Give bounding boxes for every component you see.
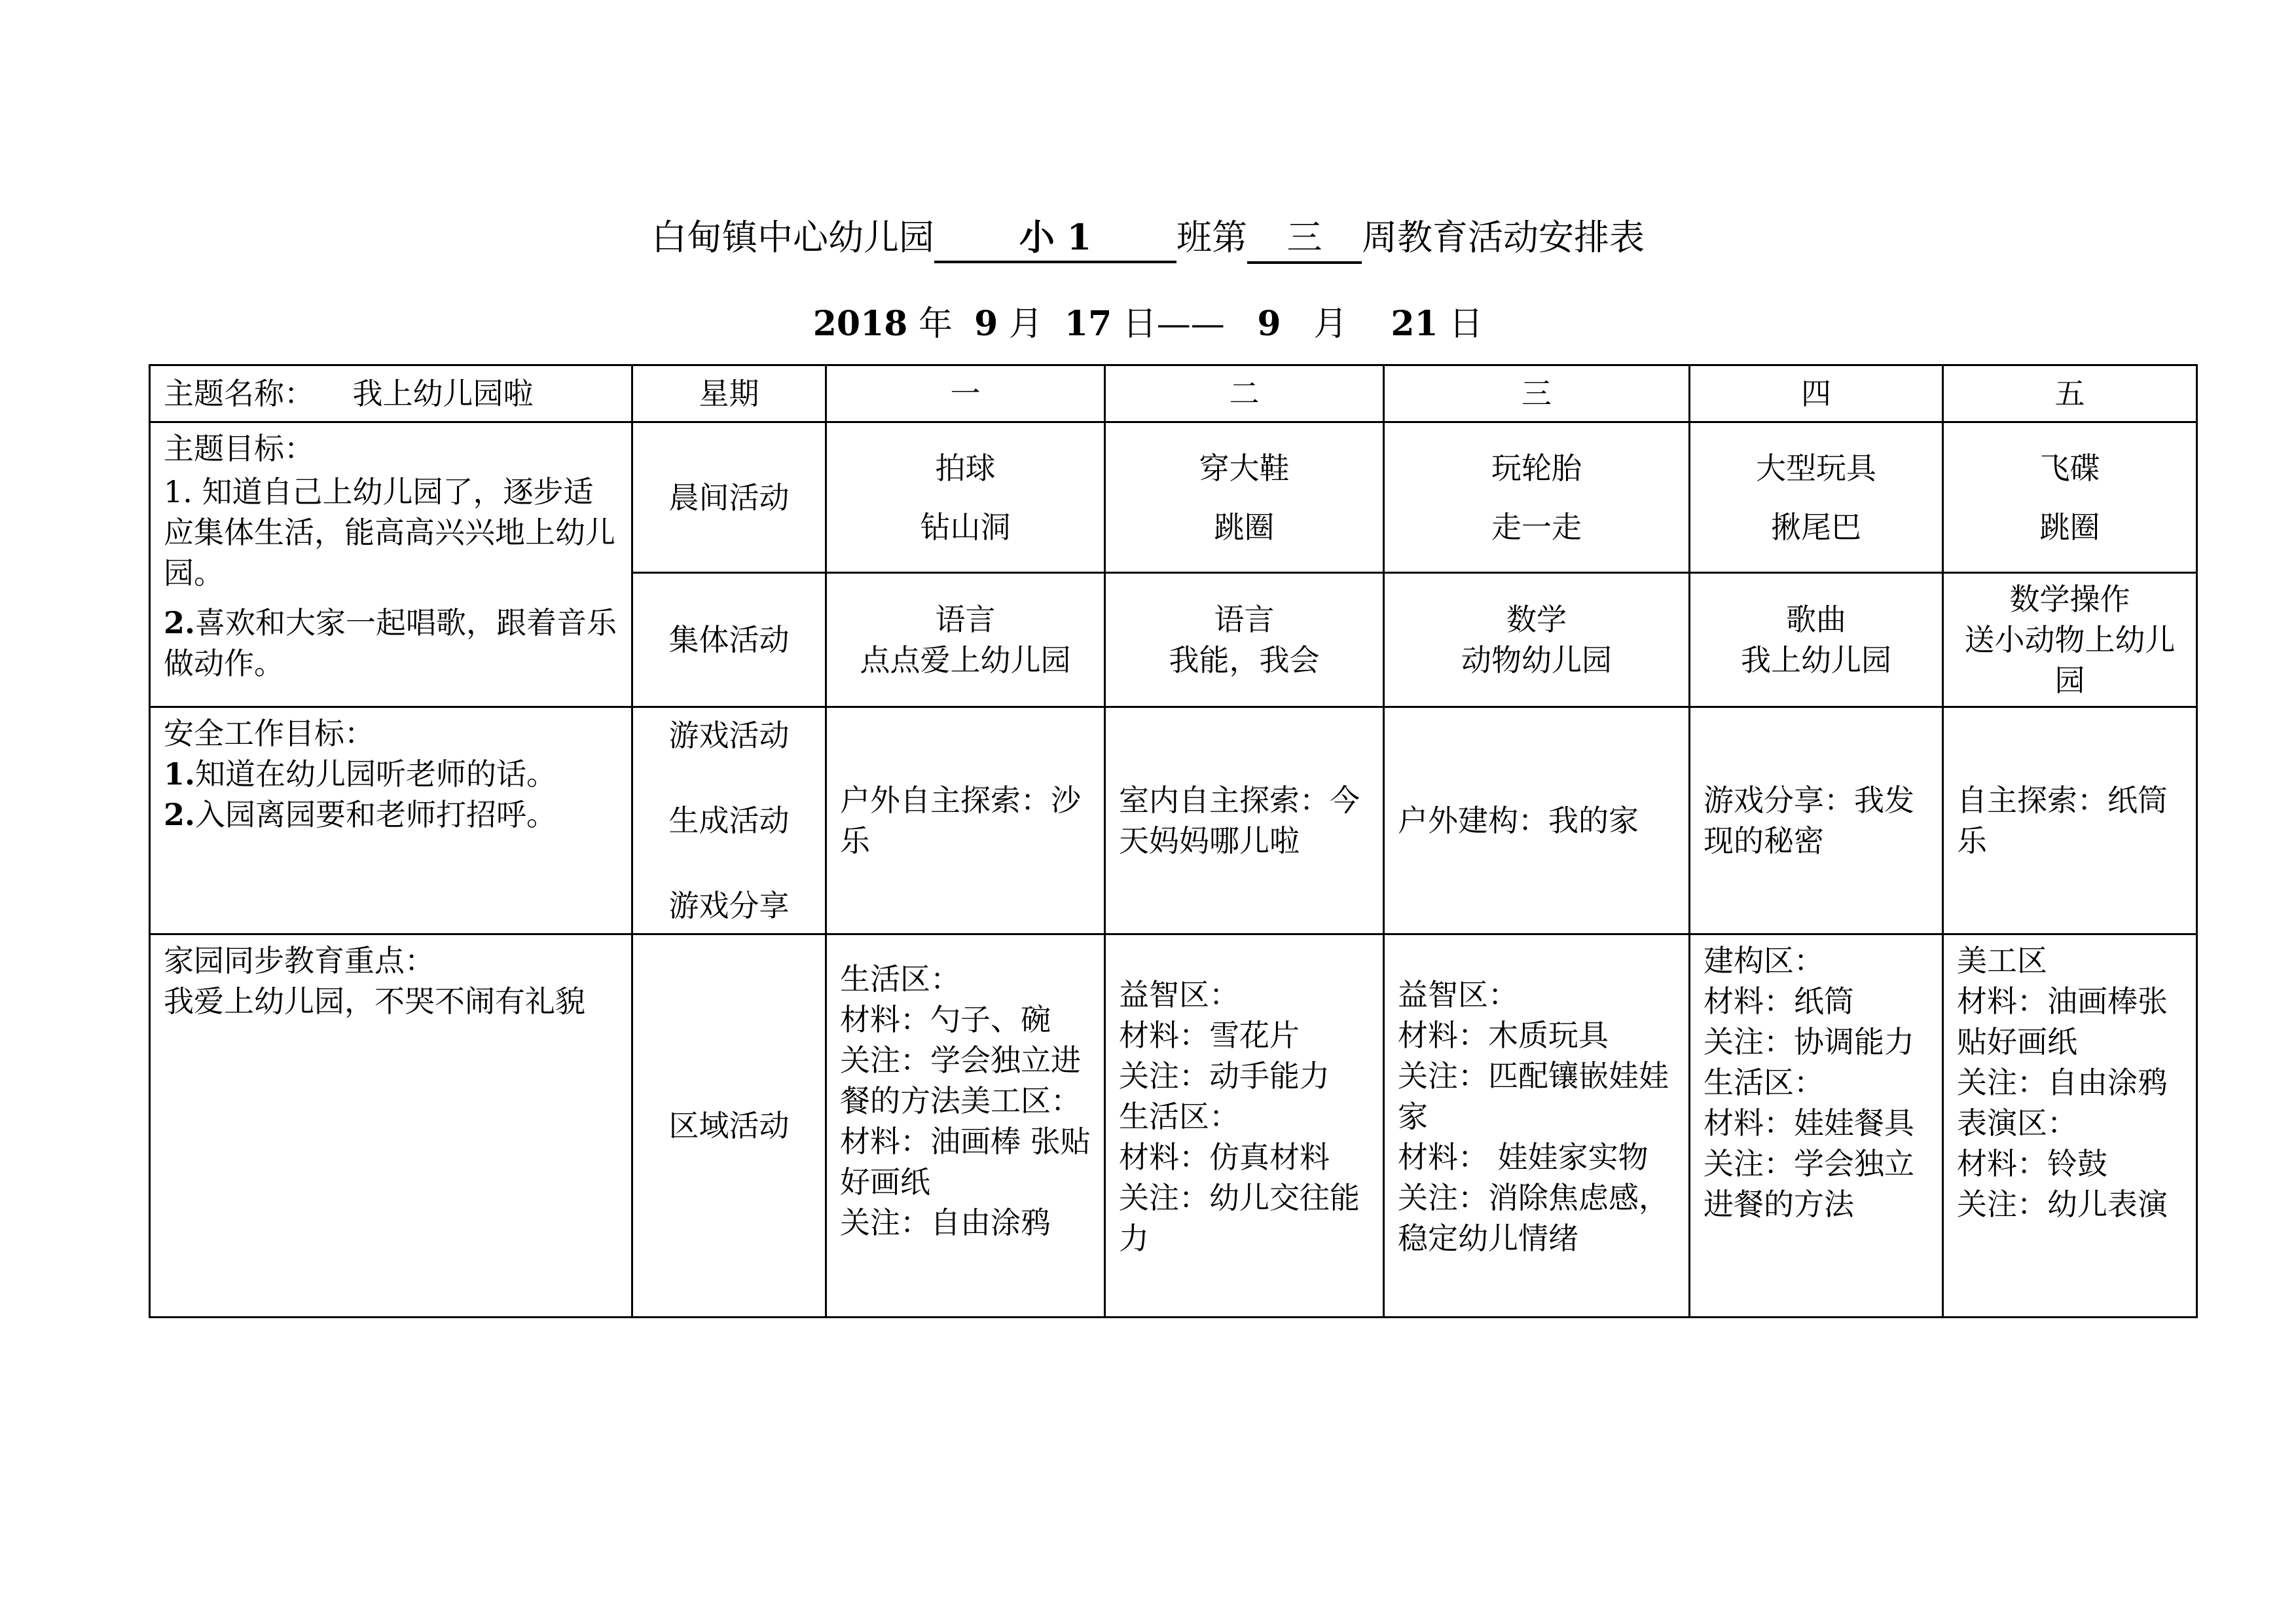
safety-goals-item-1-number: 1. — [164, 756, 196, 792]
group-subject: 歌曲 — [1786, 602, 1846, 637]
morning-activity: 走一走 — [1491, 509, 1582, 545]
day-header-tue: 二 — [1105, 365, 1384, 422]
morning-activity: 揪尾巴 — [1771, 509, 1861, 545]
game-wed: 户外建构：我的家 — [1384, 707, 1690, 934]
area-thu: 建构区： 材料：纸筒 关注：协调能力 生活区： 材料：娃娃餐具 关注：学会独立进餐的方法 — [1690, 934, 1943, 1318]
theme-goals-item-2: 喜欢和大家一起唱歌，跟着音乐做动作。 — [164, 605, 617, 681]
theme-name-value: 我上幼儿园啦 — [352, 376, 534, 411]
morning-activity: 飞碟 — [2039, 450, 2100, 486]
morning-activity: 拍球 — [935, 450, 996, 486]
group-topic: 我上幼儿园 — [1741, 642, 1891, 678]
home-sync-heading: 家园同步教育重点： — [164, 943, 435, 978]
area-label: 区域活动 — [632, 934, 826, 1318]
day-header-fri: 五 — [1943, 365, 2197, 422]
group-subject: 语言 — [1214, 602, 1275, 637]
start-month-unit: 月 — [1008, 304, 1043, 344]
page-title — [0, 208, 2296, 267]
area-fri: 美工区 材料：油画棒张贴好画纸 关注：自由涂鸦 表演区： 材料：铃鼓 关注：幼儿表演 — [1943, 934, 2197, 1318]
morning-activity: 钻山洞 — [920, 509, 1011, 545]
title-suffix: 周教育活动安排表 — [1362, 217, 1645, 258]
morning-activity: 跳圈 — [1214, 509, 1275, 545]
safety-goals-item-1: 知道在幼儿园听老师的话。 — [195, 756, 557, 792]
generated-activity-label: 生成活动 — [668, 803, 790, 838]
safety-goals-item-2: 入园离园要和老师打招呼。 — [195, 797, 557, 832]
group-label: 集体活动 — [632, 573, 826, 707]
morning-mon — [826, 422, 1105, 573]
home-sync-text: 我爱上幼儿园，不哭不闹有礼貌 — [164, 984, 585, 1019]
group-mon — [826, 573, 1105, 707]
group-topic: 送小动物上幼儿园 — [1964, 622, 2176, 698]
group-fri — [1943, 573, 2197, 707]
theme-goals-heading: 主题目标： — [164, 431, 314, 466]
group-wed — [1384, 573, 1690, 707]
class-name: 小 1 — [934, 213, 1176, 263]
morning-tue — [1105, 422, 1384, 573]
area-wed: 益智区： 材料：木质玩具 关注：匹配镶嵌娃娃家 材料： 娃娃家实物 关注：消除焦虑感，稳定幼儿情绪 — [1384, 934, 1690, 1318]
group-subject: 数学操作 — [2009, 581, 2130, 617]
game-row — [150, 707, 2197, 934]
theme-goals-item-1: 1. 知道自己上幼儿园了，逐步适应集体生活，能高高兴兴地上幼儿园。 — [164, 474, 615, 591]
safety-goals-cell — [150, 707, 632, 934]
game-labels-cell — [632, 707, 826, 934]
group-topic: 动物幼儿园 — [1461, 642, 1612, 678]
year: 2018 — [812, 304, 908, 344]
end-day: 21 — [1391, 304, 1438, 344]
game-tue: 室内自主探索：今天妈妈哪儿啦 — [1105, 707, 1384, 934]
theme-goals-cell — [150, 422, 632, 707]
group-subject: 数学 — [1506, 602, 1567, 637]
morning-fri — [1943, 422, 2197, 573]
start-month: 9 — [974, 304, 998, 344]
header-row — [150, 365, 2197, 422]
end-month: 9 — [1257, 304, 1281, 344]
game-mon: 户外自主探索：沙乐 — [826, 707, 1105, 934]
day-header-thu: 四 — [1690, 365, 1943, 422]
safety-goals-item-2-number: 2. — [164, 797, 196, 832]
theme-goals-item-2-number: 2. — [164, 605, 196, 640]
game-thu: 游戏分享：我发现的秘密 — [1690, 707, 1943, 934]
theme-name-label: 主题名称： — [164, 376, 314, 411]
end-month-unit: 月 — [1313, 304, 1348, 344]
title-mid: 班第 — [1176, 217, 1247, 258]
group-tue — [1105, 573, 1384, 707]
start-day-unit: 日—— — [1122, 304, 1225, 344]
group-topic: 我能，我会 — [1169, 642, 1320, 678]
day-header-mon: 一 — [826, 365, 1105, 422]
area-tue: 益智区： 材料：雪花片 关注：动手能力 生活区： 材料：仿真材料 关注：幼儿交往能力 — [1105, 934, 1384, 1318]
safety-goals-heading: 安全工作目标： — [164, 716, 374, 751]
game-sharing-label: 游戏分享 — [668, 888, 790, 923]
morning-thu — [1690, 422, 1943, 573]
game-fri: 自主探索：纸筒乐 — [1943, 707, 2197, 934]
week-number: 三 — [1247, 214, 1362, 264]
date-range — [0, 298, 2296, 350]
group-thu — [1690, 573, 1943, 707]
group-subject: 语言 — [935, 602, 996, 637]
morning-row — [150, 422, 2197, 573]
area-row — [150, 934, 2197, 1318]
schedule-table — [149, 364, 2198, 1318]
end-day-unit: 日 — [1449, 304, 1484, 344]
game-activity-label: 游戏活动 — [668, 718, 790, 753]
morning-activity: 跳圈 — [2039, 509, 2100, 545]
morning-activity: 穿大鞋 — [1199, 450, 1290, 486]
group-topic: 点点爱上幼儿园 — [860, 642, 1071, 678]
morning-wed — [1384, 422, 1690, 573]
day-header-wed: 三 — [1384, 365, 1690, 422]
morning-activity: 大型玩具 — [1756, 450, 1876, 486]
morning-activity: 玩轮胎 — [1491, 450, 1582, 486]
weekday-header: 星期 — [632, 365, 826, 422]
theme-name-cell — [150, 365, 632, 422]
area-mon: 生活区： 材料：勺子、碗 关注：学会独立进餐的方法美工区： 材料：油画棒 张贴好画纸 关注：自由涂鸦 — [826, 934, 1105, 1318]
title-prefix: 白甸镇中心幼儿园 — [651, 217, 934, 258]
morning-label: 晨间活动 — [632, 422, 826, 573]
home-sync-cell — [150, 934, 632, 1318]
year-unit: 年 — [919, 304, 953, 344]
start-day: 17 — [1064, 304, 1112, 344]
